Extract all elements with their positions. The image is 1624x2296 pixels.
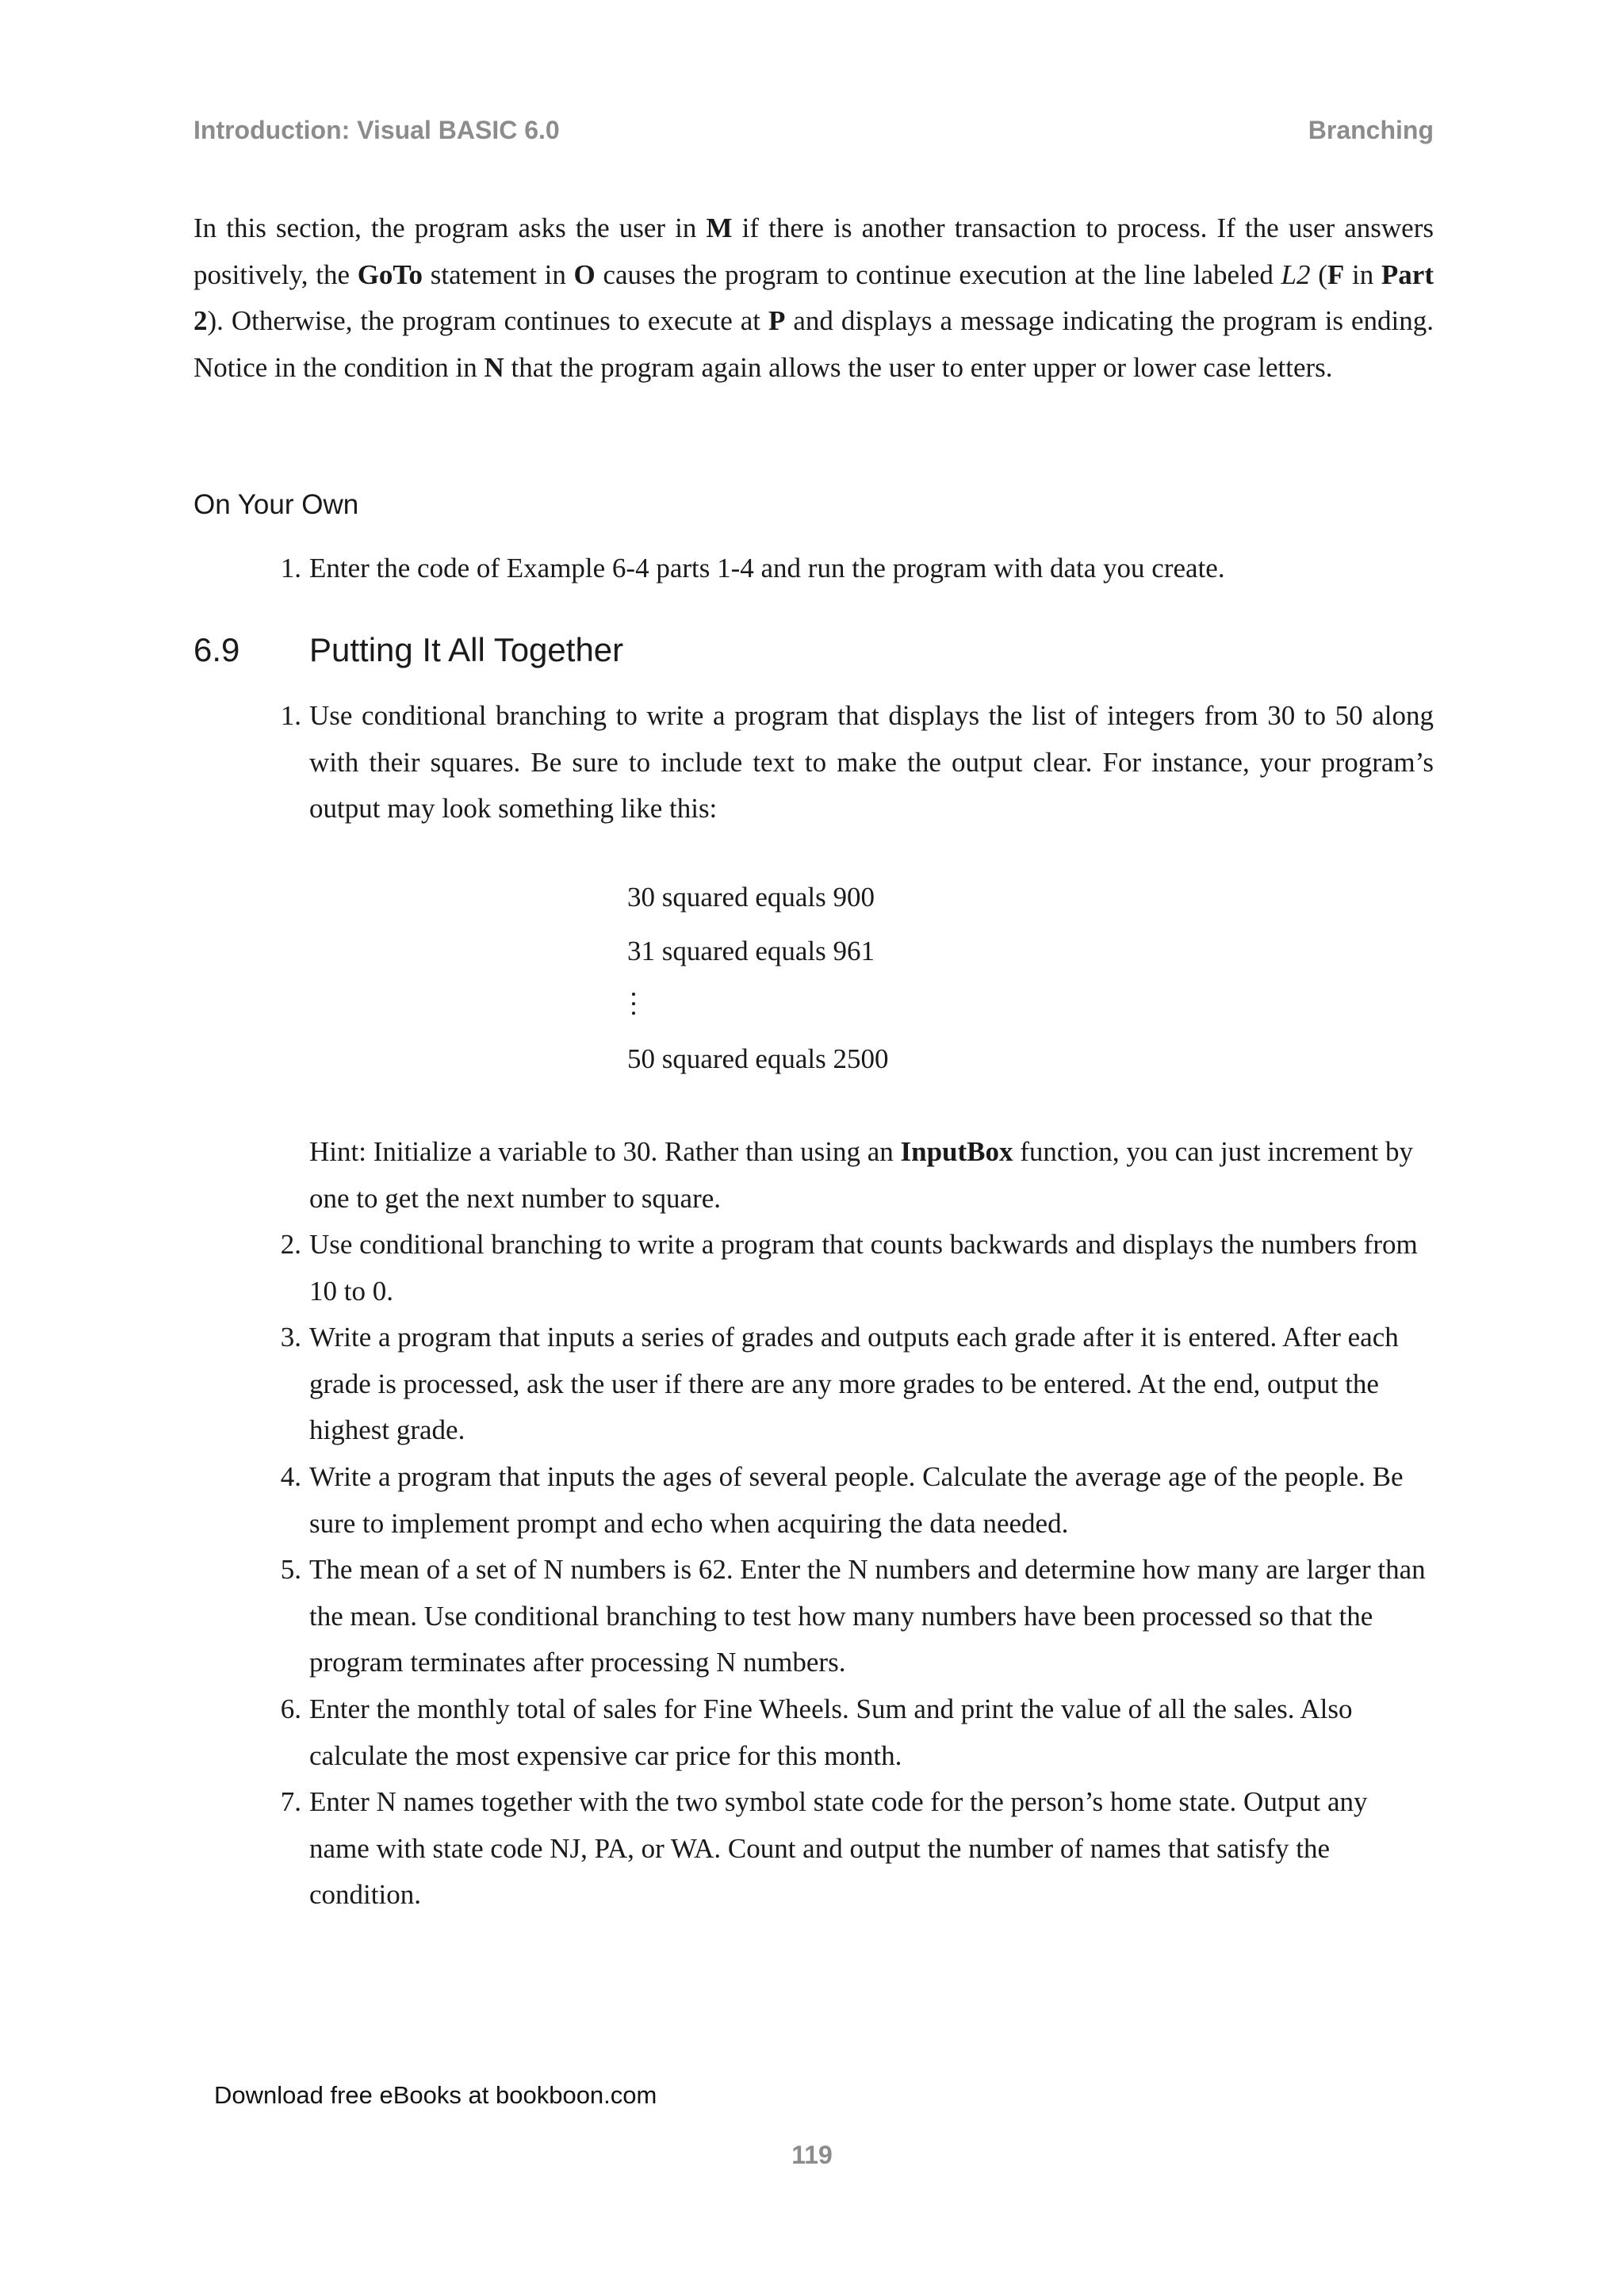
- running-header: [193, 116, 1434, 147]
- list-text: Write a program that inputs a series of grades and outputs each grade after it is entered. After each grade is processed, ask the user if there are any more grades to be entered. At the end, output the highest grade.: [309, 1322, 1399, 1446]
- list-item: [280, 1547, 1434, 1686]
- example-output: [627, 871, 889, 1086]
- text-run: causes the program to continue execution at the line labeled: [595, 258, 1281, 290]
- download-ebooks-link[interactable]: Download free eBooks at bookboon.com: [214, 2081, 657, 2109]
- keyword-goto: GoTo: [357, 258, 423, 290]
- list-number: 5.: [280, 1554, 301, 1585]
- list-number: 1.: [280, 553, 301, 584]
- list-text: Enter N names together with the two symbol state code for the person’s home state. Output any name with state code NJ, PA, or WA. Count and output the number of names that satisfy the condition.: [309, 1786, 1368, 1911]
- label-p: P: [768, 305, 786, 337]
- chapter-title: Branching: [1308, 116, 1434, 144]
- text-run: Hint: Initialize a variable to 30. Rather than using an: [309, 1136, 901, 1167]
- list-item: [280, 693, 1434, 832]
- text-run: in: [1344, 258, 1381, 290]
- keyword-inputbox: InputBox: [900, 1136, 1013, 1167]
- book-title: Introduction: Visual BASIC 6.0: [193, 116, 560, 144]
- hint-paragraph: [309, 1129, 1434, 1222]
- list-text: Enter the code of Example 6-4 parts 1-4 and run the program with data you create.: [309, 553, 1225, 584]
- label-m: M: [706, 212, 733, 243]
- list-text: Write a program that inputs the ages of several people. Calculate the average age of the people. Be sure to implement prompt and echo when acquiring the data needed.: [309, 1461, 1404, 1539]
- list-number: 7.: [280, 1786, 301, 1817]
- label-n: N: [484, 351, 504, 383]
- line-label-l2: L2: [1281, 258, 1311, 290]
- text-run: statement in: [423, 258, 574, 290]
- text-run: (: [1310, 258, 1327, 290]
- list-text: Use conditional branching to write a program that counts backwards and displays the numbers from 10 to 0.: [309, 1229, 1418, 1307]
- list-item: [280, 1686, 1434, 1779]
- text-run: if there is another transaction to process. If the user answers positively, the: [193, 212, 1434, 290]
- list-number: 4.: [280, 1461, 301, 1492]
- list-number: 2.: [280, 1229, 301, 1260]
- list-number: 1.: [280, 700, 301, 731]
- list-text: The mean of a set of N numbers is 62. Enter the N numbers and determine how many are larger than the mean. Use conditional branching to test how many numbers have been processed so that the program terminates after processing N numbers.: [309, 1554, 1426, 1678]
- page-number: 119: [791, 2141, 833, 2169]
- example-line: 30 squared equals 900: [627, 882, 875, 913]
- label-o: O: [573, 258, 596, 290]
- list-number: 3.: [280, 1322, 301, 1353]
- section-number: 6.9: [193, 631, 240, 668]
- text-run: function, you can just increment by one to get the next number to square.: [309, 1136, 1413, 1214]
- on-your-own-heading: On Your Own: [193, 489, 359, 520]
- intro-paragraph: [193, 205, 1434, 391]
- list-item: [280, 1222, 1434, 1314]
- section-title: Putting It All Together: [309, 631, 624, 668]
- text-run: that the program again allows the user to enter upper or lower case letters.: [504, 351, 1333, 383]
- example-line: 31 squared equals 961: [627, 936, 875, 966]
- list-text: Enter the monthly total of sales for Fine Wheels. Sum and print the value of all the sales. Also calculate the most expensive car price for this month.: [309, 1693, 1353, 1771]
- vertical-ellipsis-icon: [627, 978, 889, 1032]
- list-item: [280, 1454, 1434, 1547]
- list-item: [280, 545, 1434, 592]
- list-item: [280, 1314, 1434, 1454]
- text-run: and displays a message indicating the program is ending. Notice in the condition in: [193, 305, 1434, 383]
- list-text: Use conditional branching to write a program that displays the list of integers from 30 to 50 along with their squares. Be sure to include text to make the output clear. For instance, your program’s output may look something like this:: [309, 700, 1434, 825]
- text-run: ). Otherwise, the program continues to execute at: [207, 305, 768, 337]
- text-run: In this section, the program asks the user in: [193, 212, 707, 243]
- example-line: 50 squared equals 2500: [627, 1043, 889, 1074]
- list-item: [280, 1779, 1434, 1919]
- list-number: 6.: [280, 1693, 301, 1724]
- label-f: F: [1327, 258, 1345, 290]
- part-reference: Part 2: [193, 258, 1434, 337]
